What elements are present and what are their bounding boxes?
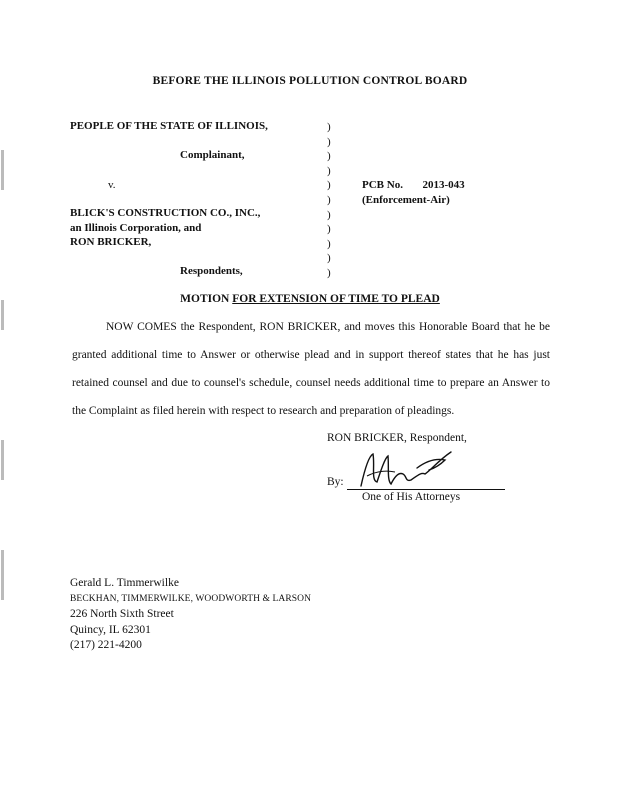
city-address: Quincy, IL 62301 xyxy=(70,623,151,636)
case-type: (Enforcement-Air) xyxy=(362,194,450,206)
caption-parentheses: ) ) ) ) ) ) ) ) ) ) ) xyxy=(327,121,331,279)
defendant-line-2: an Illinois Corporation, and xyxy=(70,222,202,234)
plaintiff-role: Complainant, xyxy=(180,149,245,161)
defendant-line-3: RON BRICKER, xyxy=(70,236,152,248)
attorney-contact xyxy=(70,576,311,654)
case-number-block xyxy=(362,178,465,208)
case-number: 2013-043 xyxy=(422,179,465,191)
attorney-caption: One of His Attorneys xyxy=(362,491,461,503)
law-firm: BECKHAN, TIMMERWILKE, WOODWORTH & LARSON xyxy=(70,593,312,604)
scan-edge-mark xyxy=(1,440,4,480)
scan-edge-mark xyxy=(1,550,4,600)
signature-by-label: By: xyxy=(327,476,344,488)
motion-title-prefix: MOTION xyxy=(180,293,233,305)
court-header: BEFORE THE ILLINOIS POLLUTION CONTROL BOARD xyxy=(152,75,468,87)
street-address: 226 North Sixth Street xyxy=(70,608,174,620)
versus: v. xyxy=(108,179,116,191)
motion-title-underlined: FOR EXTENSION OF TIME TO PLEAD xyxy=(232,293,440,305)
signature-line xyxy=(347,489,505,490)
defendant-role: Respondents, xyxy=(180,265,243,277)
defendant-line-1: BLICK'S CONSTRUCTION CO., INC., xyxy=(70,207,261,219)
motion-body xyxy=(72,313,550,425)
signature-party: RON BRICKER, Respondent, xyxy=(327,432,467,444)
plaintiff-name: PEOPLE OF THE STATE OF ILLINOIS, xyxy=(70,120,268,132)
phone-number: (217) 221-4200 xyxy=(70,639,142,651)
motion-title xyxy=(0,293,620,305)
scan-edge-mark xyxy=(1,150,4,190)
case-label: PCB No. xyxy=(362,179,403,191)
body-paragraph: NOW COMES the Respondent, RON BRICKER, and moves this Honorable Board that he be granted additional time to Answer or otherwise plead and in support thereof states that he has just retained counsel and due to counsel's schedule, counsel needs additional time to prepare an Answer to the Complaint as filed herein with respect to research and preparation of pleadings. xyxy=(72,321,550,417)
attorney-name: Gerald L. Timmerwilke xyxy=(70,577,179,589)
